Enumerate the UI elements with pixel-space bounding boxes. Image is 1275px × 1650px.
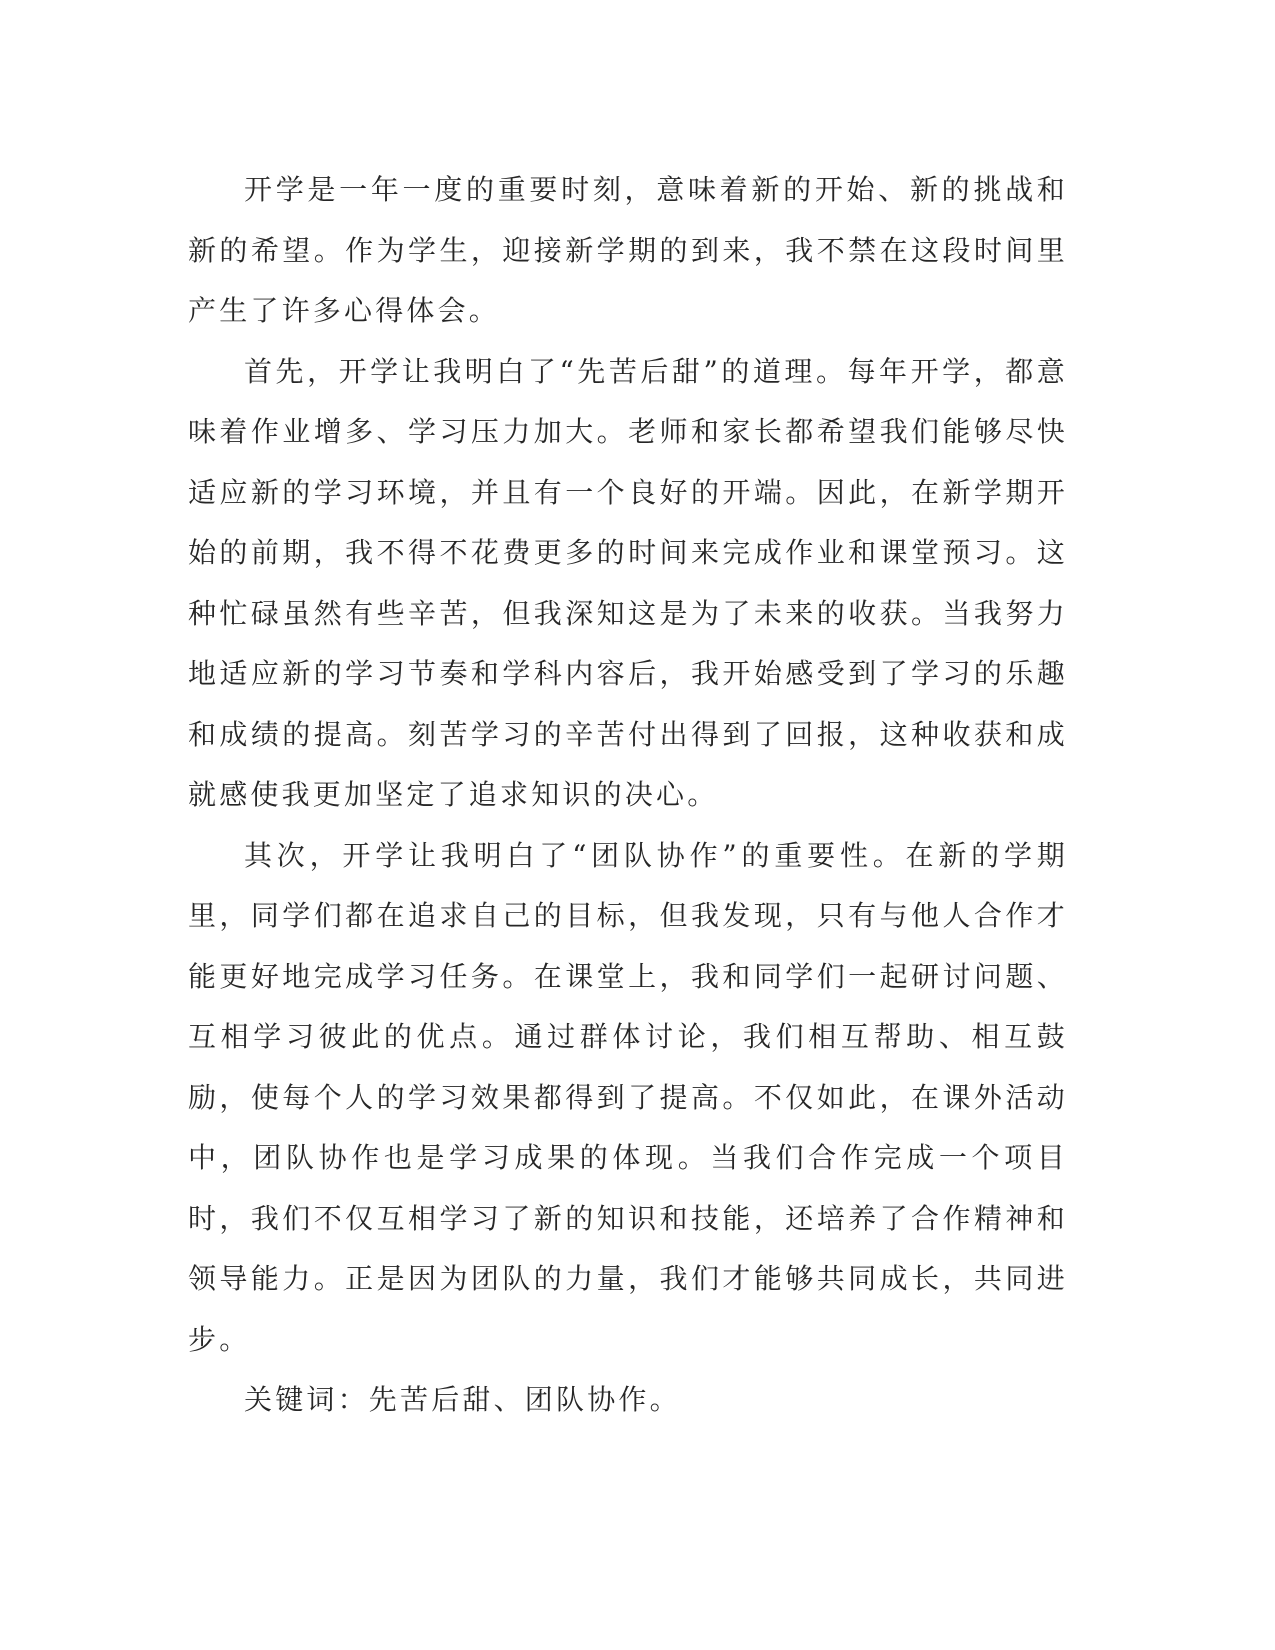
document-body [188,160,1068,1431]
paragraph-first-point: 首先，开学让我明白了“先苦后甜”的道理。每年开学，都意味着作业增多、学习压力加大。老师和家长都希望我们能够尽快适应新的学习环境，并且有一个良好的开端。因此，在新学期开始的前期，我不得不花费更多的时间来完成作业和课堂预习。这种忙碌虽然有些辛苦，但我深知这是为了未来的收获。当我努力地适应新的学习节奏和学科内容后，我开始感受到了学习的乐趣和成绩的提高。刻苦学习的辛苦付出得到了回报，这种收获和成就感使我更加坚定了追求知识的决心。 [188,354,1068,811]
paragraph-intro: 开学是一年一度的重要时刻，意味着新的开始、新的挑战和新的希望。作为学生，迎接新学期的到来，我不禁在这段时间里产生了许多心得体会。 [188,173,1068,327]
keywords-line: 关键词：先苦后甜、团队协作。 [244,1383,681,1416]
paragraph-second-point: 其次，开学让我明白了“团队协作”的重要性。在新的学期里，同学们都在追求自己的目标，但我发现，只有与他人合作才能更好地完成学习任务。在课堂上，我和同学们一起研讨问题、互相学习彼此的优点。通过群体讨论，我们相互帮助、相互鼓励，使每个人的学习效果都得到了提高。不仅如此，在课外活动中，团队协作也是学习成果的体现。当我们合作完成一个项目时，我们不仅互相学习了新的知识和技能，还培养了合作精神和领导能力。正是因为团队的力量，我们才能够共同成长，共同进步。 [188,838,1068,1356]
